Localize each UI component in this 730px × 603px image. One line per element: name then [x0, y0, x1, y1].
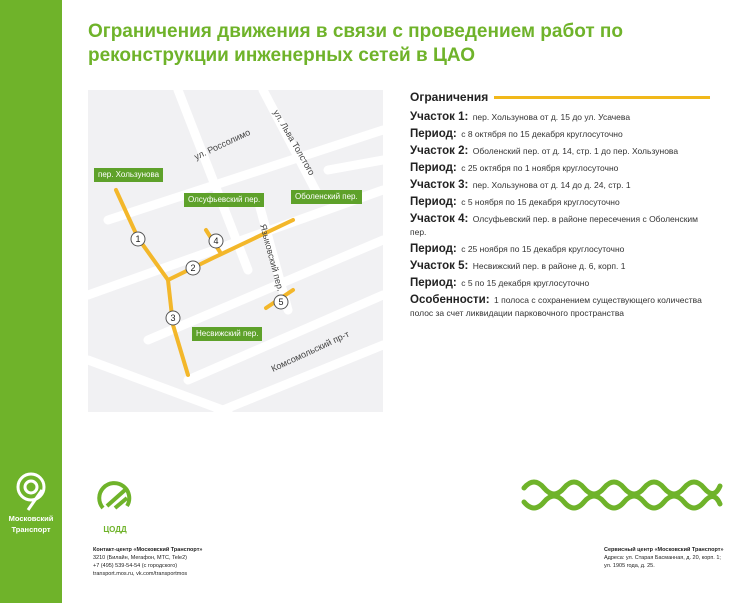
- brand-name-line1: Московский: [8, 514, 54, 523]
- header-accent-line: [494, 96, 710, 99]
- marker-1-text: 1: [135, 234, 141, 244]
- restriction-row: [410, 293, 710, 319]
- row-value: 1 полоса с сохранением существующего количества полос за счет ликвидации парковочного пространства: [410, 295, 702, 318]
- restrictions-header: [410, 90, 710, 104]
- row-key: Период:: [410, 243, 457, 255]
- map-canvas: [88, 90, 383, 412]
- address-line-3: ул. 1905 года, д. 25.: [604, 563, 655, 569]
- map-label-olsufievsky: Олсуфьевский пер.: [184, 193, 264, 207]
- row-key: Период:: [410, 162, 457, 174]
- map-label-obolensky: Оболенский пер.: [291, 190, 362, 204]
- codd-emblem-icon: [95, 478, 135, 518]
- brand-sidebar: [0, 0, 62, 603]
- address-line-2: Адреса: ул. Старая Басманная, д. 20, корп. 1;: [604, 555, 721, 561]
- brand-name-line2: Транспорт: [11, 525, 51, 534]
- row-value: Олсуфьевский пер. в районе пересечения с Оболенским пер.: [410, 214, 699, 237]
- row-key: Период:: [410, 277, 457, 289]
- street-label-lva-tolstogo: ул. Льва Толстого: [271, 108, 317, 177]
- row-value: Несвижский пер. в районе д. 6, корп. 1: [472, 261, 626, 271]
- marker-5-text: 5: [278, 297, 284, 307]
- marker-1: [131, 232, 145, 246]
- restriction-row: [410, 178, 710, 191]
- restriction-row: [410, 242, 710, 255]
- row-value: с 25 октября по 1 ноября круглосуточно: [461, 163, 619, 173]
- contact-line-3: +7 (495) 539-54-54 (с городского): [93, 563, 178, 569]
- decorative-wave-ornament: [520, 474, 725, 514]
- contact-line-4: transport.mos.ru, vk.com/transportmos: [93, 571, 188, 577]
- row-value: пер. Хользунова от д. 14 до д. 24, стр. 1: [472, 180, 631, 190]
- row-key: Участок 2:: [410, 145, 469, 157]
- restriction-row: [410, 127, 710, 140]
- moscow-transport-logo: [0, 472, 62, 534]
- service-center-address: [604, 546, 724, 570]
- restriction-row: [410, 144, 710, 157]
- restrictions-title: Ограничения: [410, 90, 489, 104]
- marker-5: [274, 295, 288, 309]
- road-map: [88, 90, 383, 412]
- row-value: Оболенский пер. от д. 14, стр. 1 до пер. Хользунова: [472, 146, 679, 156]
- street-label-rossolimo: ул. Россолимо: [192, 127, 252, 162]
- restriction-row: [410, 161, 710, 174]
- contact-info: [93, 546, 202, 578]
- restrictions-panel: [410, 90, 710, 323]
- row-key: Период:: [410, 196, 457, 208]
- restriction-row: [410, 195, 710, 208]
- street-label-yazykovsky: Языковский пер.: [258, 222, 286, 293]
- row-value: с 5 ноября по 15 декабря круглосуточно: [461, 197, 620, 207]
- codd-logo: [90, 478, 140, 534]
- map-label-holzunova: пер. Хользунова: [94, 168, 163, 182]
- row-key: Период:: [410, 128, 457, 140]
- map-label-nesvizhsky: Несвижский пер.: [192, 327, 262, 341]
- row-value: с 5 по 15 декабря круглосуточно: [461, 278, 590, 288]
- street-label-komsomolsky: Комсомольский пр-т: [269, 328, 351, 374]
- row-value: с 8 октября по 15 декабря круглосуточно: [461, 129, 623, 139]
- contact-line-2: 3210 (Билайн, Мегафон, МТС, Tele2): [93, 555, 187, 561]
- restriction-row: [410, 212, 710, 238]
- marker-2: [186, 261, 200, 275]
- moscow-transport-emblem-icon: [14, 472, 48, 512]
- row-key: Особенности:: [410, 294, 490, 306]
- address-line-1: Сервисный центр «Московский Транспорт»: [604, 547, 724, 553]
- restriction-row: [410, 276, 710, 289]
- restriction-row: [410, 259, 710, 272]
- row-key: Участок 1:: [410, 111, 469, 123]
- marker-4: [209, 234, 223, 248]
- marker-3-text: 3: [170, 313, 176, 323]
- row-value: с 25 ноября по 15 декабря круглосуточно: [461, 244, 625, 254]
- row-key: Участок 4:: [410, 213, 469, 225]
- row-key: Участок 3:: [410, 179, 469, 191]
- restriction-row: [410, 110, 710, 123]
- codd-label: ЦОДД: [103, 525, 127, 534]
- page-title: Ограничения движения в связи с проведением работ по реконструкции инженерных сетей в ЦАО: [88, 21, 623, 66]
- row-value: пер. Хользунова от д. 15 до ул. Усачева: [472, 112, 631, 122]
- marker-4-text: 4: [213, 236, 219, 246]
- contact-line-1: Контакт-центр «Московский Транспорт»: [93, 547, 203, 553]
- marker-3: [166, 311, 180, 325]
- marker-2-text: 2: [190, 263, 196, 273]
- row-key: Участок 5:: [410, 260, 469, 272]
